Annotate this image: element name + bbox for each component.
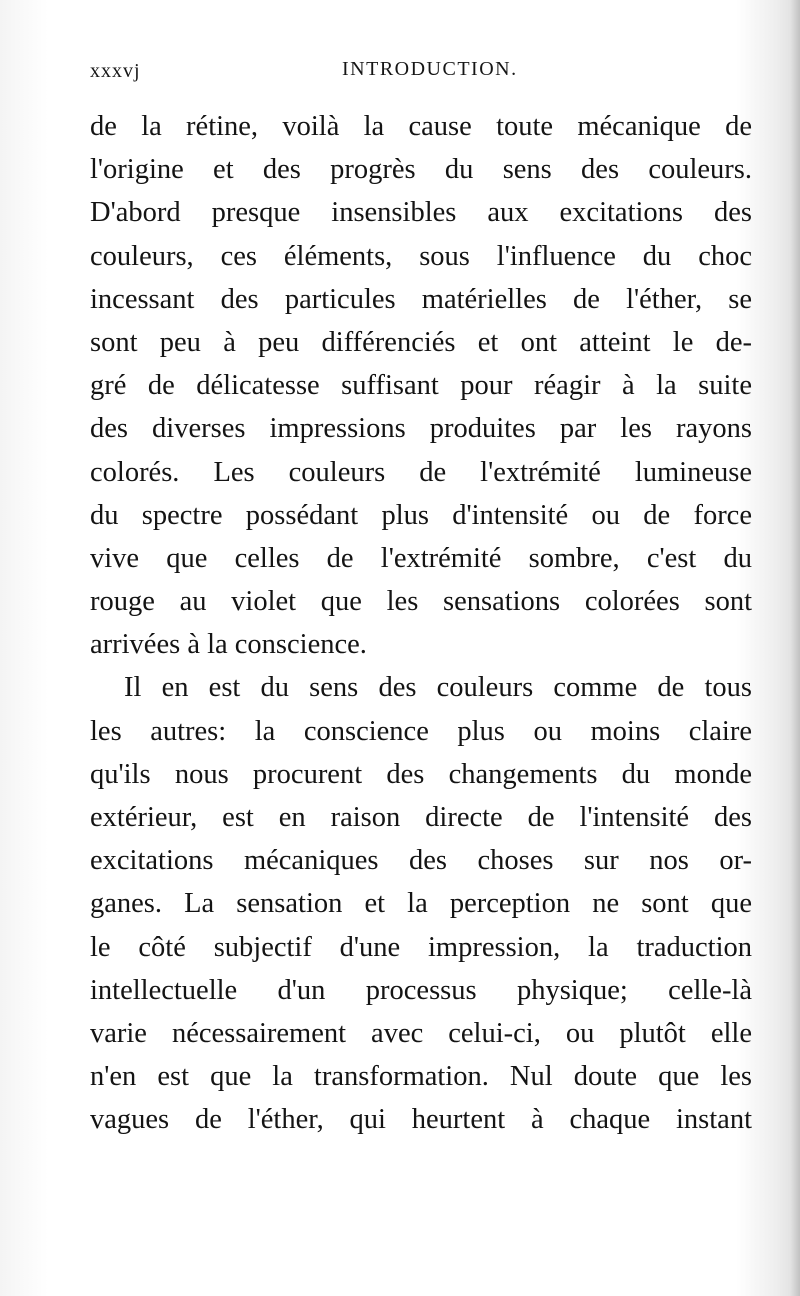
text-line: ganes. La sensation et la perception ne sont que [90, 888, 752, 920]
text-line: Il en est du sens des couleurs comme de tous [124, 672, 752, 704]
page-number: xxxvj [90, 60, 141, 82]
text-line: rouge au violet que les sensations colorées sont [90, 586, 752, 618]
text-line: du spectre possédant plus d'intensité ou de force [90, 499, 752, 531]
page-edge-shadow [790, 0, 800, 1296]
text-line: sont peu à peu différenciés et ont atteint le de- [90, 326, 752, 358]
running-title: INTRODUCTION. [342, 58, 518, 80]
paragraph-2 [90, 666, 752, 1141]
text-line: excitations mécaniques des choses sur nos or- [90, 845, 752, 877]
text-line: vagues de l'éther, qui heurtent à chaque instant [90, 1104, 752, 1136]
text-line: l'origine et des progrès du sens des couleurs. [90, 154, 752, 186]
text-line: D'abord presque insensibles aux excitations des [90, 197, 752, 229]
text-line: de la rétine, voilà la cause toute mécanique de [90, 111, 752, 142]
text-line: le côté subjectif d'une impression, la traduction [90, 931, 752, 963]
text-line: qu'ils nous procurent des changements du monde [90, 758, 752, 790]
text-line: extérieur, est en raison directe de l'intensité des [90, 802, 752, 833]
text-line: n'en est que la transformation. Nul doute que les [90, 1061, 752, 1093]
text-line: des diverses impressions produites par les rayons [90, 413, 752, 445]
text-line: colorés. Les couleurs de l'extrémité lumineuse [90, 456, 752, 488]
running-header [90, 58, 750, 88]
text-line: arrivées à la conscience. [90, 629, 367, 661]
text-line: varie nécessairement avec celui-ci, ou plutôt elle [90, 1017, 752, 1049]
body-text [90, 105, 752, 1142]
text-line: intellectuelle d'un processus physique; celle-là [90, 974, 752, 1006]
text-line: vive que celles de l'extrémité sombre, c'est du [90, 542, 752, 574]
text-line: incessant des particules matérielles de l'éther, se [90, 283, 752, 315]
text-line: les autres: la conscience plus ou moins claire [90, 715, 752, 747]
text-line: couleurs, ces éléments, sous l'influence du choc [90, 240, 752, 272]
text-line: gré de délicatesse suffisant pour réagir à la suite [90, 370, 752, 402]
paragraph-1 [90, 105, 752, 666]
